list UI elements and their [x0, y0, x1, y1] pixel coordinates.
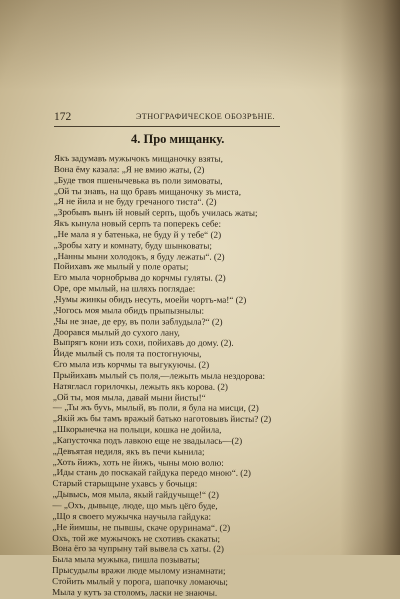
verse-line: Прысудылы вражи люде мылому изнамнати; — [52, 565, 226, 576]
verse-line: „Ой ты знавъ, на що бравъ мищаночку зъ миста, — [53, 185, 242, 197]
verse-line: Его мыла чорнобрыва до корчмы гуляты. (2) — [53, 272, 226, 284]
verse-line: „Шкорынечка на полыци, кошка не дойила, — [52, 424, 222, 435]
running-head: ЭТНОГРАФИЧЕСКОЕ ОБОЗРѢНІЕ. — [136, 112, 275, 121]
verse-text — [52, 153, 334, 599]
verse-line: Доорався мылый до сухого лану, — [53, 326, 180, 338]
header-rule — [54, 126, 280, 127]
verse-line: Пойихавъ же мылый у поле ораты; — [53, 261, 189, 273]
verse-line: Натягласл горилочкы, лежыть якъ корова. (2) — [52, 380, 228, 392]
verse-line: Старый старыщыне ухавсь у бочыця: — [52, 478, 198, 489]
verse-line: „Хоть йижъ, хоть не йижъ, чыны мою волю: — [52, 456, 224, 468]
verse-line: — „Ты жъ буvь, мылый, въ поли, я була на мисци, (2) — [52, 402, 259, 414]
verse-line: Была мыла мужыка, пишла позываты; — [52, 554, 200, 565]
verse-line: „Чумы жинкы обидъ несуть, моейи чортъ-ма!“ (2) — [53, 293, 247, 305]
verse-line: Прыйихавъ мылый съ поля,—лежыть мыла нездорова: — [53, 369, 266, 381]
verse-line: Выпрягъ кони изъ сохи, пойихавъ до дому. (2). — [53, 337, 234, 349]
verse-line: „Ой ты, моя мыла, давай мыни йисты!“ — [52, 391, 206, 403]
verse-line: Йиде мылый съ поля та постогнуючы, — [53, 348, 202, 359]
verse-line: — „Охъ, дывыце, люде, що мыъ цёго буде, — [52, 499, 218, 511]
verse-line: Якъ задумавъ мужычокъ мищаночку взяты, — [53, 153, 223, 164]
verse-line: „Не мала я у батенька, не буду й у тебе“ (2) — [53, 228, 222, 240]
verse-line: „Дывысь, моя мыла, якый гайдучыще!“ (2) — [52, 489, 219, 500]
verse-line: „Що я своего мужычка научыла гайдука: — [52, 510, 212, 522]
verse-line: „Зробы хату и комнату, буду шынковаты; — [53, 239, 212, 251]
verse-line: Мыла у кутъ за столомъ, ласки не знаючы. — [52, 586, 218, 598]
verse-line: Вона ёго за чупрыну тай вывела съ хаты. (2) — [52, 543, 224, 555]
verse-line: „Не йимшы, не пывшы, скаче оруринама“. (2) — [52, 521, 231, 533]
verse-line: Оре, оре мылый, на шляхъ поглядае: — [53, 283, 196, 294]
verse-line: „Буде твоя пшенычевька въ поли зимоваты, — [53, 174, 223, 186]
verse-line: „Я не йила и не буду гречаного тиста“. (2) — [53, 196, 217, 208]
verse-line: „Нанны мыни холодокъ, я буду лежаты“. (2) — [53, 250, 225, 262]
verse-line: „Иды стань до поскакай гайдука передо мною“. (2) — [52, 467, 251, 479]
verse-line: „Зробывъ вынъ ій новый серпъ, щобъ училась жаты; — [53, 207, 258, 219]
verse-line: Єго мыла изъ корчмы та выгукуючы. (2) — [53, 359, 210, 370]
section-title: 4. Про мищанку. — [131, 132, 225, 146]
verse-line: Стойить мылый у порога, шапочку ломаючы; — [52, 575, 229, 587]
verse-line: Якъ кынула новый серпъ та поперекъ себе: — [53, 218, 222, 229]
page-number: 172 — [54, 111, 72, 123]
verse-line: „Чогось моя мыла обидъ прыпызнылы: — [53, 304, 205, 316]
verse-line: „Девъятая недиля, якъ въ печи кынила; — [52, 445, 205, 457]
verse-line: Вона ёму казала: „Я не вмию жаты, (2) — [53, 163, 205, 175]
verse-line: „Якій жъ бы тамъ вражый батько наготовывъ йисты? (2) — [52, 413, 272, 425]
page-shading-binding — [340, 0, 400, 555]
verse-line: „Чы не знае, де еру, въ поли заблудыла?“ (2) — [53, 315, 223, 327]
verse-line: „Капусточка подъ лавкою еще не звадылась—(2) — [52, 434, 243, 446]
verse-line: Охъ, той же мужычокъ не схотивъ скакаты; — [52, 532, 221, 544]
